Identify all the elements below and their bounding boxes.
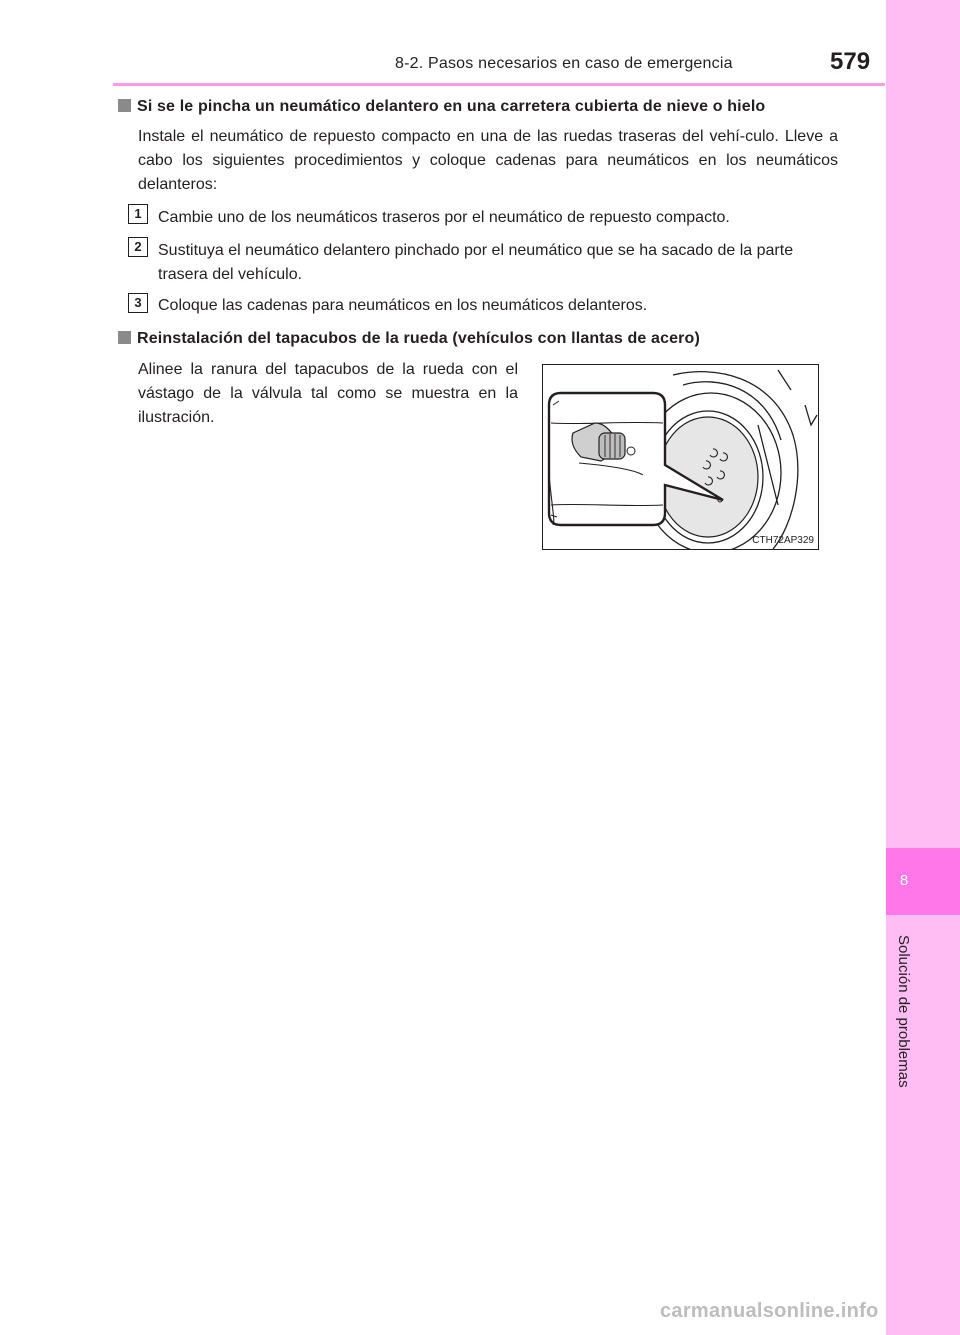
step-text: Sustituya el neumático delantero pinchado por el neumático que se ha sacado de la parte trasera del vehículo.: [158, 242, 794, 283]
chapter-title: [892, 935, 914, 1125]
header-divider: [113, 83, 885, 86]
heading-text: Si se le pincha un neumático delantero en una carretera cubierta de nieve o hielo: [137, 98, 766, 115]
heading-bullet-icon: [118, 331, 131, 344]
valve-stem-diagram: [543, 365, 818, 549]
step-number-badge: 3: [128, 293, 148, 313]
chapter-number: 8: [899, 872, 909, 889]
step-number-badge: 1: [128, 204, 148, 224]
chapter-side-tab: [886, 0, 960, 1335]
intro-paragraph: Instale el neumático de repuesto compacto en una de las ruedas traseras del vehí-culo. Lleve a cabo los siguientes procedimientos y coloque cadenas para neumáticos en los neumáticos delanteros:: [138, 128, 838, 193]
step-number-badge: 2: [128, 237, 148, 257]
chapter-title-text: Solución de problemas: [895, 935, 912, 1088]
heading-bullet-icon: [118, 99, 131, 112]
illustration-code: CTH72AP329: [752, 535, 814, 546]
page-number: 579: [830, 48, 871, 75]
wheel-cover-illustration: [542, 364, 819, 550]
section-heading-snow: [118, 98, 765, 116]
step-text: Cambie uno de los neumáticos traseros por el neumático de repuesto compacto.: [158, 209, 730, 226]
section-heading-wheel-cover: [118, 330, 700, 348]
section-header: 8-2. Pasos necesarios en caso de emergencia: [395, 55, 733, 72]
step-text: Coloque las cadenas para neumáticos en los neumáticos delanteros.: [158, 297, 648, 314]
heading-text: Reinstalación del tapacubos de la rueda (vehículos con llantas de acero): [137, 330, 700, 347]
wheel-cover-paragraph: Alinee la ranura del tapacubos de la rueda con el vástago de la válvula tal como se muestra en la ilustración.: [138, 361, 518, 426]
watermark-logo: carmanualsonline.info: [660, 1300, 879, 1322]
